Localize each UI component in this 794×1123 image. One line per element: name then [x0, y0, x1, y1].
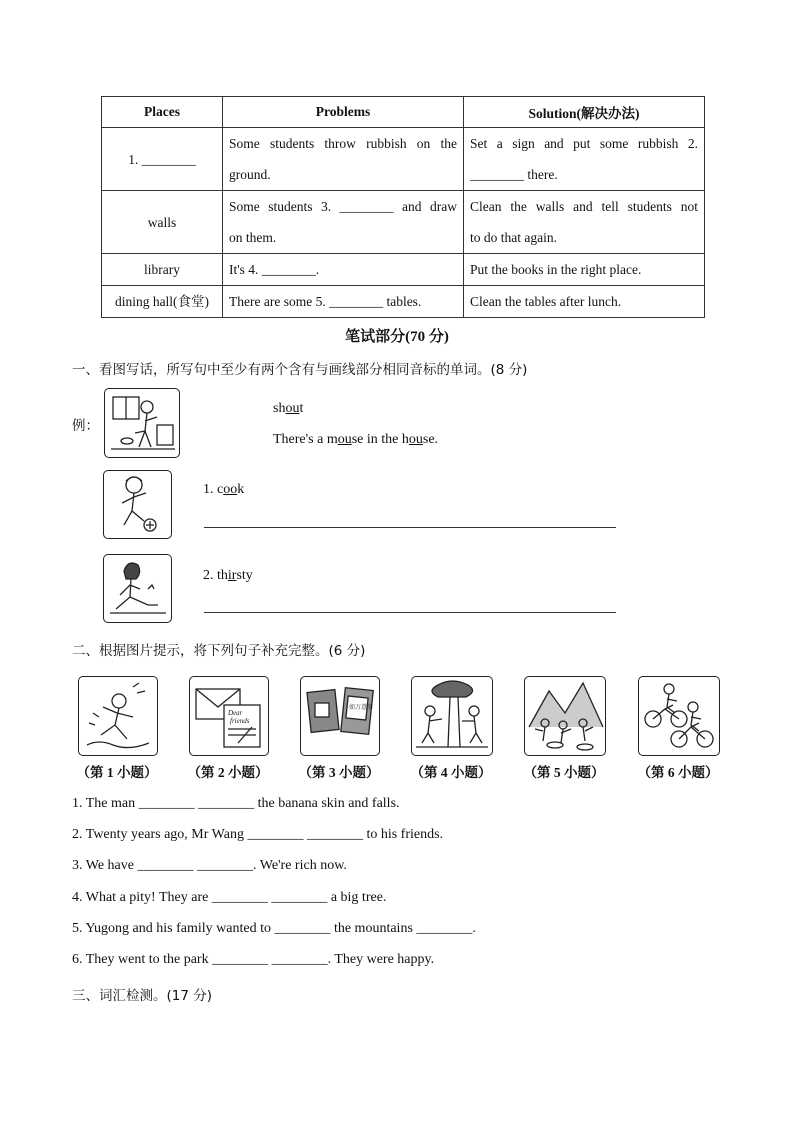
sentence-6: 6. They went to the park ________ ________. They were happy.: [72, 952, 435, 967]
table-cell-problem: It's 4. ________.: [223, 254, 464, 286]
written-section-title: 笔试部分(70 分): [345, 329, 449, 345]
underlined-sound: ou: [285, 401, 300, 416]
picture-letter-envelope: [189, 676, 269, 756]
word-part: 1. c: [203, 482, 224, 497]
table-row: [102, 286, 705, 318]
envelope-text: 如万意事: [349, 705, 374, 711]
item2-word: [203, 568, 253, 584]
picture-yugong-mountains: [524, 676, 606, 756]
sentence-3: 3. We have ________ ________. We're rich now.: [72, 858, 347, 873]
cell-line: to do that again.: [470, 230, 557, 245]
table-cell-place: 1. ________: [102, 128, 223, 191]
example-sentence: [273, 432, 438, 448]
word-part: t: [299, 401, 304, 416]
picture-thirsty-girl: [103, 554, 172, 623]
picture-man-slipping: [78, 676, 158, 756]
table-header-row: [102, 97, 705, 128]
card-text: friends: [230, 717, 250, 725]
table-cell-place: library: [102, 254, 223, 286]
cell-line: ________ there.: [470, 167, 558, 182]
header-places: Places: [102, 97, 223, 128]
underlined-sound: ou: [408, 432, 423, 447]
caption-q3: （第 3 小题）: [298, 765, 380, 780]
cell-line: Some students throw rubbish on the: [229, 136, 457, 151]
sentence-5: 5. Yugong and his family wanted to ________ the mountains ________.: [72, 921, 476, 936]
sentence-part: There's a m: [273, 432, 338, 447]
table-cell-place: walls: [102, 191, 223, 254]
part1-heading: 一、看图写话，所写句中至少有两个含有与画线部分相同音标的单词。(8 分): [72, 362, 528, 378]
sentence-4: 4. What a pity! They are ________ ________ a big tree.: [72, 890, 387, 905]
part3-heading: 三、词汇检测。(17 分): [72, 988, 213, 1004]
table-row: [102, 254, 705, 286]
caption-q2: （第 2 小题）: [187, 765, 269, 780]
picture-boy-kicking-ball: [103, 470, 172, 539]
table-cell-place: dining hall(食堂): [102, 286, 223, 318]
sentence-part: se in the h: [351, 432, 409, 447]
caption-q1: （第 1 小题）: [76, 765, 158, 780]
answer-line[interactable]: [204, 612, 616, 613]
cell-line: Set a sign and put some rubbish 2.: [470, 136, 698, 151]
underlined-sound: oo: [223, 482, 238, 497]
caption-q5: （第 5 小题）: [523, 765, 605, 780]
table-cell-solution: Clean the tables after lunch.: [464, 286, 705, 318]
word-part: sh: [273, 401, 286, 416]
caption-q6: （第 6 小题）: [637, 765, 719, 780]
table-row: [102, 128, 705, 191]
word-part: 2. th: [203, 568, 228, 583]
underlined-sound: ir: [227, 568, 237, 583]
example-picture-mouse-house: [104, 388, 180, 458]
table-row: [102, 191, 705, 254]
card-text: Dear: [228, 709, 243, 717]
sentence-1: 1. The man ________ ________ the banana skin and falls.: [72, 796, 400, 811]
example-label: 例：: [72, 418, 99, 434]
problems-table: [101, 96, 705, 318]
sentence-part: se.: [422, 432, 439, 447]
example-word: [273, 401, 303, 417]
cell-line: Some students 3. ________ and draw: [229, 199, 457, 214]
cell-line: Clean the walls and tell students not: [470, 199, 698, 214]
table-cell-problem: [223, 191, 464, 254]
table-cell-solution: [464, 191, 705, 254]
cell-line: on them.: [229, 230, 277, 245]
underlined-sound: ou: [337, 432, 352, 447]
answer-line[interactable]: [204, 527, 616, 528]
table-cell-solution: [464, 128, 705, 191]
header-problems: Problems: [223, 97, 464, 128]
table-cell-solution: Put the books in the right place.: [464, 254, 705, 286]
table-cell-problem: There are some 5. ________ tables.: [223, 286, 464, 318]
item1-word: [203, 482, 244, 498]
header-solution: Solution(解决办法): [464, 97, 705, 128]
word-part: sty: [236, 568, 253, 583]
picture-riding-bikes: [638, 676, 720, 756]
picture-money-envelopes: [300, 676, 380, 756]
picture-cutting-tree: [411, 676, 493, 756]
table-cell-problem: [223, 128, 464, 191]
part2-heading: 二、根据图片提示，将下列句子补充完整。(6 分): [72, 643, 366, 659]
caption-q4: （第 4 小题）: [410, 765, 492, 780]
sentence-2: 2. Twenty years ago, Mr Wang ________ ________ to his friends.: [72, 827, 444, 842]
cell-line: ground.: [229, 167, 271, 182]
word-part: k: [237, 482, 245, 497]
